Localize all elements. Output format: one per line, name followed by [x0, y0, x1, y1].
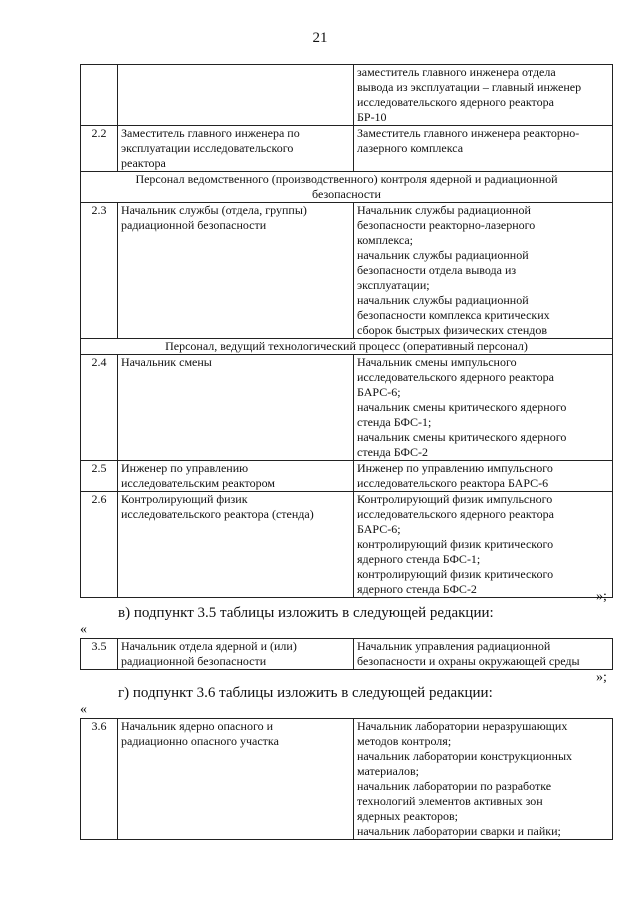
- page-number: 21: [312, 30, 328, 46]
- section-heading: Персонал ведомственного (производственного) контроля ядерной и радиационной безопасности: [81, 172, 613, 203]
- table-row: [81, 461, 613, 492]
- position-cell: Инженер по управлению исследовательским реактором: [118, 461, 354, 492]
- position-cell: Контролирующий физик исследовательского реактора (стенда): [118, 492, 354, 598]
- table-row: [81, 355, 613, 461]
- equivalent-cell: Начальник смены импульсного исследовательского ядерного реактора БАРС-6; начальник смены критического ядерного стенда БФС-1; начальник смены критического ядерного стенда БФС-2: [354, 355, 613, 461]
- equivalent-cell: Инженер по управлению импульсного исследовательского реактора БАРС-6: [354, 461, 613, 492]
- equivalent-cell: Начальник лаборатории неразрушающих методов контроля; начальник лаборатории конструкционных материалов; начальник лаборатории по разработке технологий элементов активных зон ядерных реакторов; начальник лаборатории сварки и пайки;: [354, 719, 613, 840]
- section-heading: Персонал, ведущий технологический процесс (оперативный персонал): [81, 339, 613, 355]
- position-cell: Начальник смены: [118, 355, 354, 461]
- table-row: [81, 203, 613, 339]
- opening-quote: «: [80, 702, 87, 717]
- positions-table: [80, 64, 613, 598]
- amendment-g-table: [80, 718, 613, 840]
- position-cell: [118, 65, 354, 126]
- equivalent-cell: Начальник службы радиационной безопасности реакторно-лазерного комплекса; начальник службы радиационной безопасности отдела вывода из эксплуатации; начальник службы радиационной безопасности комплекса критических сборок быстрых физических стендов: [354, 203, 613, 339]
- row-number: 3.5: [81, 639, 118, 670]
- position-cell: Начальник отдела ядерной и (или) радиационной безопасности: [118, 639, 354, 670]
- equivalent-cell: Начальник управления радиационной безопасности и охраны окружающей среды: [354, 639, 613, 670]
- row-number: 3.6: [81, 719, 118, 840]
- amendment-g-text: г) подпункт 3.6 таблицы изложить в следующей редакции:: [118, 685, 493, 701]
- amendment-v-table: [80, 638, 613, 670]
- closing-quote: »;: [596, 670, 607, 685]
- table-row: [81, 719, 613, 840]
- table-row: [81, 492, 613, 598]
- position-cell: Заместитель главного инженера по эксплуатации исследовательского реактора: [118, 126, 354, 172]
- table-row: [81, 126, 613, 172]
- table-row: [81, 639, 613, 670]
- closing-quote: »;: [596, 589, 607, 604]
- equivalent-cell: заместитель главного инженера отдела вывода из эксплуатации – главный инженер исследовательского ядерного реактора БР-10: [354, 65, 613, 126]
- row-number: 2.2: [81, 126, 118, 172]
- equivalent-cell: Контролирующий физик импульсного исследовательского ядерного реактора БАРС-6; контролирующий физик критического ядерного стенда БФС-1; контролирующий физик критического ядерного стенда БФС-2: [354, 492, 613, 598]
- opening-quote: «: [80, 622, 87, 637]
- row-number: 2.6: [81, 492, 118, 598]
- section-row: [81, 172, 613, 203]
- amendment-v-text: в) подпункт 3.5 таблицы изложить в следующей редакции:: [118, 605, 494, 621]
- row-number: [81, 65, 118, 126]
- row-number: 2.4: [81, 355, 118, 461]
- row-number: 2.3: [81, 203, 118, 339]
- table-row: [81, 65, 613, 126]
- section-row: [81, 339, 613, 355]
- position-cell: Начальник ядерно опасного и радиационно опасного участка: [118, 719, 354, 840]
- row-number: 2.5: [81, 461, 118, 492]
- equivalent-cell: Заместитель главного инженера реакторно- лазерного комплекса: [354, 126, 613, 172]
- position-cell: Начальник службы (отдела, группы) радиационной безопасности: [118, 203, 354, 339]
